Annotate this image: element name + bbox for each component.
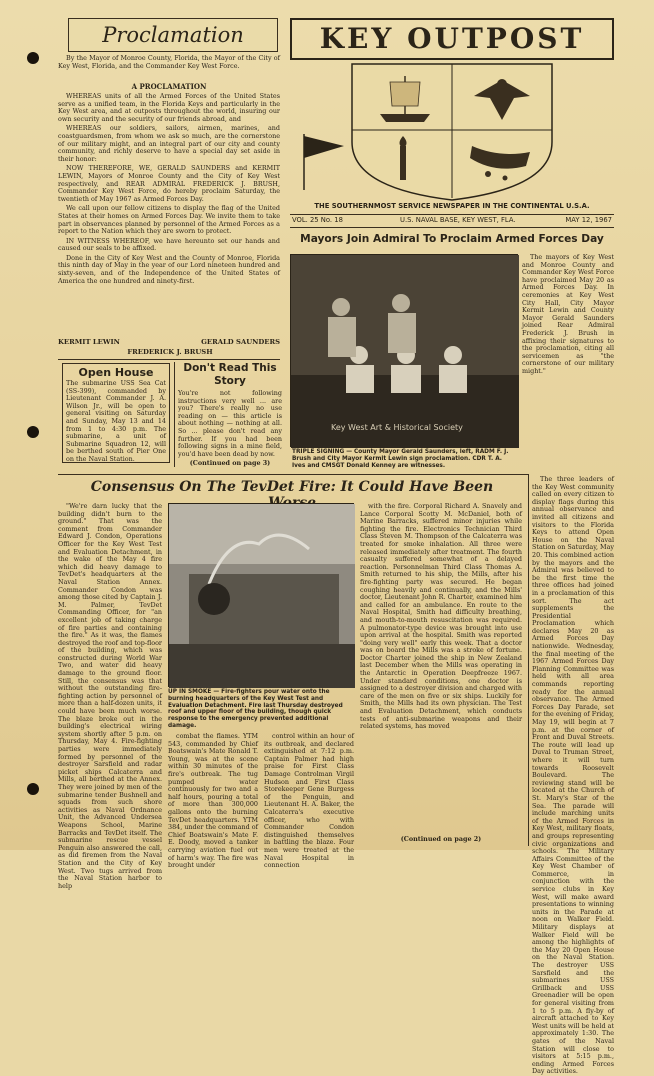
proclamation-paragraph: IN WITNESS WHEREOF, we have hereunto set our hands and caused our seals to be affixed. — [58, 236, 280, 253]
dont-read-body: You're not following instructions very well ... are you? There's really no use reading on — this article is about nothing — nothing at all. So ... please don't read any further. If you had been following signs in a mine field, you'd have been dead by now. — [178, 389, 282, 458]
signature-frederick-brush: FREDERICK J. BRUSH — [127, 348, 213, 356]
mayors-column-rest: The three leaders of the Key West community called on every citizen to display flags during this annual observance and invited all citizens and visitors to the Florida Keys to attend Open House on the Naval Station on Saturday, May 20. This combined action by the mayors and the Admiral was believed to be the first time the three offices had joined in a proclamation of this sort. The act supplements the Presidential Proclamation which declares May 20 as Armed Forces Day nationwide. Wednesday, the final meeting of the 1967 Armed Forces Day Planning Committee was held with all area commands reporting ready for the annual observance. The Armed Forces Day Parade, set for the evening of Friday, May 19, will begin at 7 p.m. at the corner of Front and Duval Streets. The route will lead up Duval to Truman Street, where it will turn towards Roosevelt Boulevard. The reviewing stand will be located at the Church of St. Mary's Star of the Sea. The parade will include marching units of the Armed Forces in Key West, military floats, and groups representing civic organizations and schools. The Military Affairs Committee of the Key West Chamber of Commerce, in conjunction with the service clubs in Key West, will make award presentations to winning units in the Parade at noon on Walker Field. Military displays at Walker Field will be among the highlights of the May 20 Open House on the Naval Station. The destroyer USS Sarsfield and the submarines USS Grillback and USS Greenadier will be open for general visiting from 1 to 5 p.m. A fly-by of aircraft attached to Key West units will be held at approximately 1:30. The gates of the Naval Station will close to visitors at 5:15 p.m., ending Armed Forces Day activities. — [532, 475, 614, 1076]
consensus-headline: Consensus On The TevDet Fire: It Could Have Been — [90, 479, 494, 495]
proclamation-header — [68, 18, 278, 52]
photo-watermark: Key West Art & Historical Society — [331, 423, 463, 432]
masthead-crest — [290, 62, 614, 202]
divider — [290, 227, 614, 228]
dont-read-story — [178, 362, 282, 470]
torch-icon — [400, 136, 407, 180]
masthead-title: KEY OUTPOST — [319, 22, 585, 55]
proclamation-paragraph: We call upon our fellow citizens to display the flag of the United States at their homes on Armed Forces Day. We invite them to take part in observances planned by personnel of the Armed Forces as a report to the Nation which they are sworn to protect. — [58, 204, 280, 236]
open-house-body: The submarine USS Sea Cat (SS-399), commanded by Lieutenant Commander J. A. Wilson Jr., will be open to general visiting on Saturday and Sunday, May 13 and 14 from 1 to 4:30 p.m. The submarine, a unit of Submarine Squadron 12, will be berthed south of Pier One on the Naval Station. — [66, 379, 166, 463]
dont-read-continued: (Continued on page 3) — [189, 459, 271, 468]
signature-gerald-saunders: GERALD SAUNDERS — [201, 338, 280, 346]
consensus-continued: (Continued on page 2) — [400, 835, 482, 843]
mayors-headline: Mayors Join Admiral To Proclaim Armed Forces Day — [300, 233, 604, 245]
proclamation-title: Proclamation — [102, 23, 244, 47]
divider — [58, 474, 528, 475]
fire-photo — [168, 503, 354, 687]
flag-icon — [304, 134, 344, 190]
proclamation-intro: By the Mayor of Monroe County, Florida, the Mayor of the City of Key West, Florida, and the Commander Key West Force. — [58, 54, 280, 70]
binder-hole — [27, 783, 39, 795]
consensus-column-1: "We're darn lucky that the building didn't burn to the ground." That was the comment from Commander Edward J. Condon, Operations Officer for the Key West Test and Evaluation Detachment, in the wake of the May 4 fire which did heavy damage to TevDet's headquarters at the Naval Station Annex. Commander Condon was among those cited by Captain J. M. Palmer, TevDet Commanding Officer, for "an excellent job of taking charge of fire parties and containing the fire." As it was, the flames destroyed the roof and top-floor of the building, which was constructed during World War Two, and water did heavy damage to the ground floor. Still, the consensus was that without the outstanding fire-fighting action by personnel of more than a half-dozen units, it could have been much worse. The blaze broke out in the building's electrical wiring system shortly after 5 p.m. on Thursday, May 4. Fire-fighting parties were immediately formed by personnel of the destroyer Sarsfield and radar picket ships Calcaterra and Mills, all berthed at the Annex. They were joined by men of the submarine tender Bushnell and squads from such shore activities as Naval Ordnance Unit, the Advanced Undersea Weapons School, Marine Barracks and TevDet itself. The submarine rescue vessel Penguin also answered the call, as did firemen from the Naval Station and the City of Key West. Two tugs arrived from the Naval Station harbor to help — [58, 502, 162, 890]
dont-read-title: Don't Read This Story — [183, 362, 277, 387]
issue-date: MAY 12, 1967 — [565, 216, 612, 224]
proclamation-paragraph: Done in the City of Key West and the County of Monroe, Florida this ninth day of May in the year of our Lord nineteen hundred and sixty-seven, and of the Independence of the United States of America the one hundred and ninety-first. — [58, 253, 280, 285]
divider — [290, 214, 614, 215]
consensus-column-2a: combat the flames. YTM 543, commanded by Chief Boatswain's Mate Ronald T. Young, was at the scene within 30 minutes of the fire's outbreak. The tug pumped water continuously for two and a half hours, pouring a total of more than 300,000 gallons onto the burning TevDet headquarters. YTM 384, under the command of Chief Boatswain's Mate F. E. Doody, moved a tanker carrying aviation fuel out of harm's way. The fire was brought under — [168, 732, 258, 870]
masthead-slogan: THE SOUTHERNMOST SERVICE NEWSPAPER IN THE CONTINENTAL U.S.A. — [314, 202, 590, 210]
volume-number: VOL. 25 No. 18 — [292, 216, 343, 224]
mayors-column-top: The mayors of Key West and Monroe County and Commander Key West Force have proclaimed May 20 as Armed Forces Day. In ceremonies at Key West City Hall, City Mayor Kermit Lewin and County Mayor Gerald Saunders joined Rear Admiral Frederick J. Brush in affixing their signatures to the proclamation, citing all servicemen as "the cornerstone of our military might." — [522, 253, 614, 375]
signing-photo — [290, 254, 518, 447]
fire-photo-caption: UP IN SMOKE — Fire-fighters pour water onto the burning headquarters of the Key West Test and Evaluation Detachment. Fire last Thursday destroyed roof and upper floor of the building, though quick response to the emergency prevented additional damage. — [168, 689, 343, 729]
open-house-title: Open House — [78, 366, 154, 379]
masthead-dateline — [290, 216, 614, 226]
binder-hole — [27, 426, 39, 438]
divider — [528, 474, 529, 846]
masthead-title-box — [290, 18, 614, 60]
publication-location: U.S. NAVAL BASE, KEY WEST, FLA. — [400, 216, 516, 224]
signature-kermit-lewin: KERMIT LEWIN — [58, 338, 120, 346]
proclamation-subhead: A PROCLAMATION — [131, 82, 207, 91]
consensus-column-2b: control within an hour of its outbreak, and declared extinguished at 7:12 p.m. Captain Palmer had high praise for First Class Damage Controlman Virgil Hudson and First Class Storekeeper Gene Burgess of the Penguin, and Lieutenant H. A. Baker, the Calcaterra's executive officer, who with Commander Condon distinguished themselves in battling the blaze. Four men were treated at the Naval Hospital in connection — [264, 732, 354, 870]
proclamation-body — [58, 93, 280, 338]
open-house-box — [62, 363, 170, 463]
proclamation-paragraph: NOW THEREFORE, WE, GERALD SAUNDERS and KERMIT LEWIN, Mayors of Monroe County and the City of Key West respectively, and REAR ADMIRAL FREDERICK J. BRUSH, Commander Key West Force, do hereby proclaim Saturday, the twentieth of May 1967 as Armed Forces Day. — [58, 164, 280, 203]
binder-hole — [27, 52, 39, 64]
divider — [174, 362, 175, 467]
signing-photo-caption: TRIPLE SIGNING — County Mayor Gerald Saunders, left, RADM F. J. Brush and City Mayor Kermit Lewin sign proclamation. CDR T. A. Ives and CMSGT Donald Kenney are witnesses. — [292, 449, 509, 469]
divider — [58, 359, 280, 360]
proclamation-paragraph: WHEREAS units of all the Armed Forces of the United States serve as a unified team, in the Florida Keys and particularly in the Key West area, and at outposts throughout the world, insuring our own security and the security of our friends abroad, and — [58, 92, 280, 123]
proclamation-paragraph: WHEREAS our soldiers, sailors, airmen, marines, and coastguardsmen, from whom we ask so much, are the cornerstone of our military might, and an integral part of our city and county community, and richly deserve to have a special day set aside in their honor: — [58, 124, 280, 163]
consensus-column-3: with the fire. Corporal Richard A. Snavely and Lance Corporal Scotty M. McDaniel, both of Marine Barracks, suffered minor injuries while fighting the fire. Electronics Technician Third Class Steven M. Thompson of the Calcaterra was treated for smoke inhalation. All three were released immediately after treatment. The fourth casualty suffered somewhat of a delayed reaction. Personnelman Third Class Thomas A. Smith returned to his ship, the Mills, after his fire-fighting party was secured. He began coughing heavily and continually, and the Mills' doctor, Lieutenant John R. Charter, examined him and called for an ambulance. En route to the Naval Hospital, Smith had difficulty breathing, and mouth-to-mouth resuscitation was required. A pulmonator-type device was brought into use upon arrival at the hospital. Smith was reported "doing very well" early this week. That a doctor was on board the Mills was a stroke of fortune. Doctor Charter joined the ship in New Zealand last December when the Mills was operating in the Antarctic in Operation Deepfreeze 1967. Under standard conditions, one doctor is assigned to a destroyer division and charged with care of the men on five or six ships. Luckily for Smith, the Mills had its own physician. The Test and Evaluation Detachment, which conducts tests of anti-submarine weapons and their related systems, has moved — [360, 502, 522, 731]
